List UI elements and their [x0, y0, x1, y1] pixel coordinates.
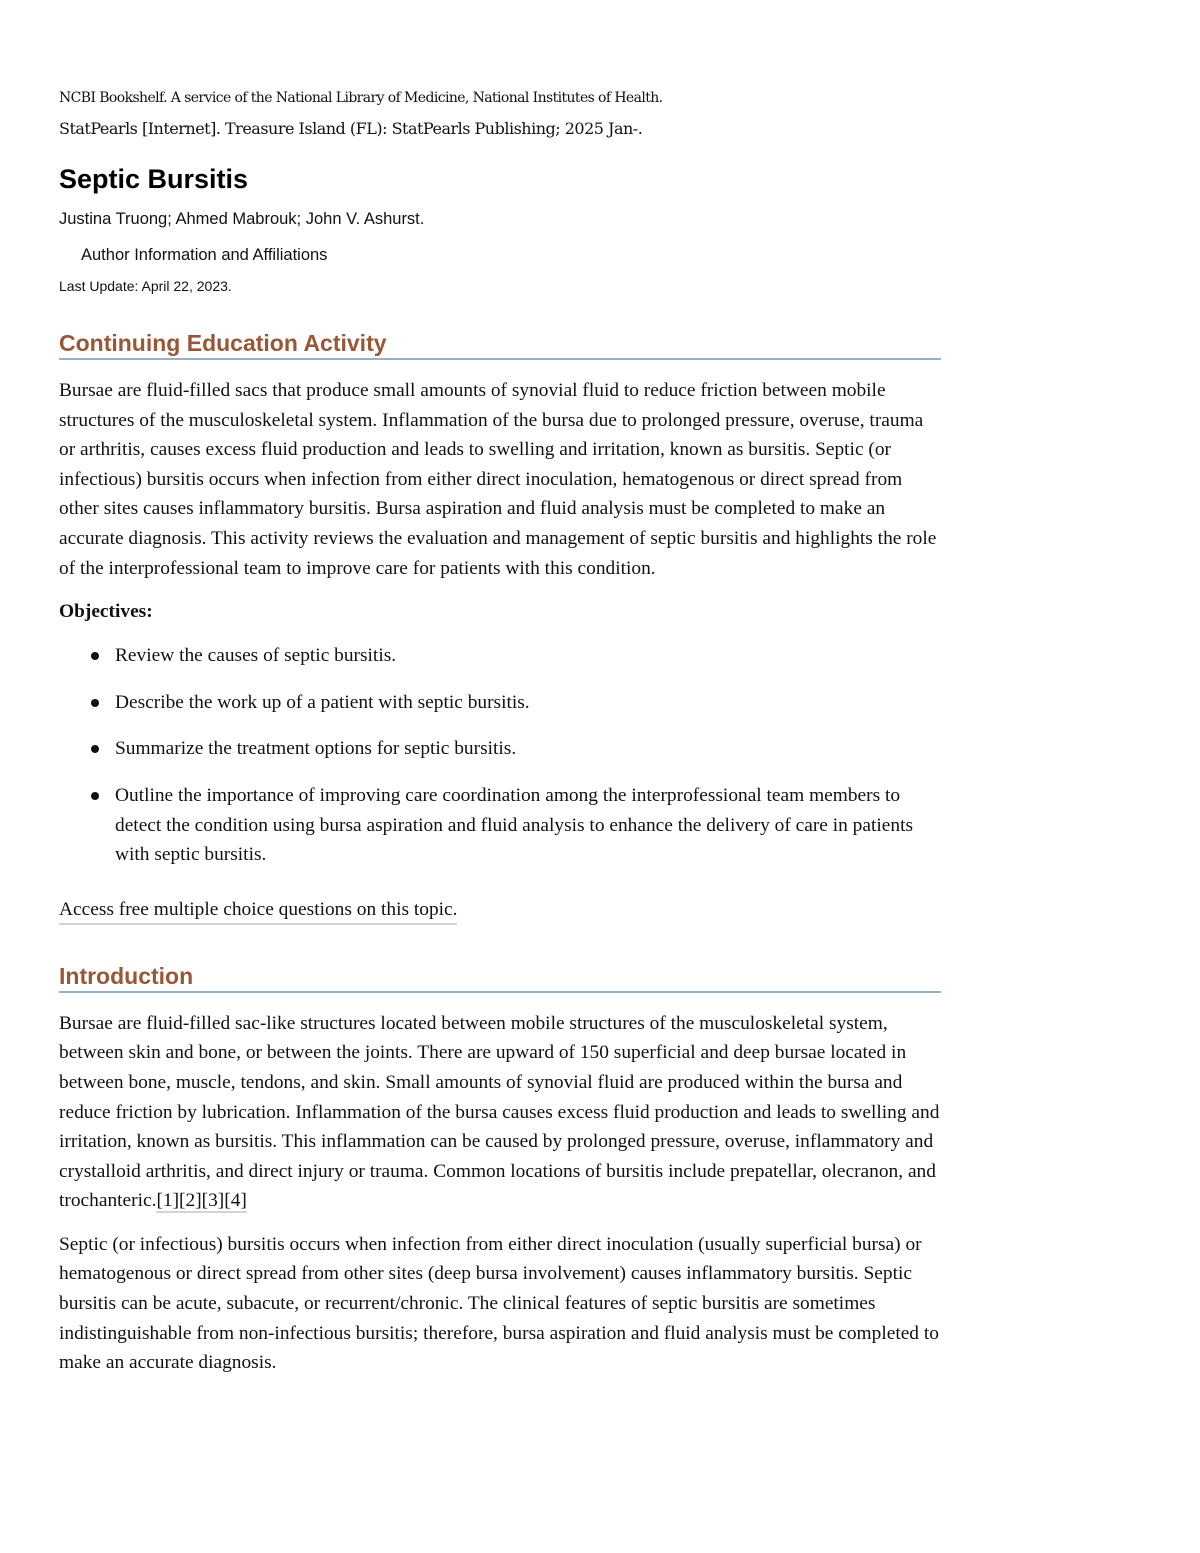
objective-item	[59, 734, 941, 764]
source-citation: StatPearls [Internet]. Treasure Island (FL): StatPearls Publishing; 2025 Jan-.	[59, 119, 643, 138]
introduction-paragraph-1	[59, 1009, 941, 1216]
document-page	[59, 88, 941, 1392]
objective-item	[59, 781, 941, 870]
section-heading-introduction: Introduction	[59, 961, 941, 993]
page-title: Septic Bursitis	[59, 164, 249, 194]
author-info-link[interactable]: Author Information and Affiliations	[81, 246, 328, 264]
objective-item	[59, 688, 941, 718]
bullet-icon	[91, 792, 99, 800]
objective-text: Summarize the treatment options for septic bursitis.	[115, 738, 517, 760]
mcq-link[interactable]: Access free multiple choice questions on this topic.	[59, 897, 457, 925]
ncbi-masthead: NCBI Bookshelf. A service of the National Library of Medicine, National Institutes of Health.	[59, 90, 663, 106]
objective-item	[59, 641, 941, 671]
bullet-icon	[91, 652, 99, 660]
objectives-label: Objectives:	[59, 601, 153, 623]
citation-links[interactable]: [1][2][3][4]	[156, 1190, 247, 1212]
author-list: Justina Truong; Ahmed Mabrouk; John V. Ashurst.	[59, 210, 425, 228]
objective-text: Review the causes of septic bursitis.	[115, 645, 397, 667]
introduction-paragraph-1-text: Bursae are fluid-filled sac-like structures located between mobile structures of the musculoskeletal system, between skin and bone, or between the joints. There are upward of 150 superficial and deep bursae located in between bone, muscle, tendons, and skin. Small amounts of synovial fluid are produced within the bursa and reduce friction by lubrication. Inflammation of the bursa causes excess fluid production and leads to swelling and irritation, known as bursitis. This inflammation can be caused by prolonged pressure, overuse, inflammatory and crystalloid arthritis, and direct injury or trauma. Common locations of bursitis include prepatellar, olecranon, and trochanteric.	[59, 1012, 940, 1212]
last-update: Last Update: April 22, 2023.	[59, 278, 232, 294]
section-heading-continuing-education: Continuing Education Activity	[59, 328, 941, 360]
bullet-icon	[91, 699, 99, 707]
objective-text: Outline the importance of improving care coordination among the interprofessional team members to detect the condition using bursa aspiration and fluid analysis to enhance the delivery of care in patients with septic bursitis.	[115, 784, 913, 866]
continuing-education-paragraph: Bursae are fluid-filled sacs that produce small amounts of synovial fluid to reduce friction between mobile structures of the musculoskeletal system. Inflammation of the bursa due to prolonged pressure, overuse, trauma or arthritis, causes excess fluid production and leads to swelling and irritation, known as bursitis. Septic (or infectious) bursitis occurs when infection from either direct inoculation, hematogenous or direct spread from other sites causes inflammatory bursitis. Bursa aspiration and fluid analysis must be completed to make an accurate diagnosis. This activity reviews the evaluation and management of septic bursitis and highlights the role of the interprofessional team to improve care for patients with this condition.	[59, 380, 937, 579]
objective-text: Describe the work up of a patient with septic bursitis.	[115, 691, 530, 713]
introduction-paragraph-2: Septic (or infectious) bursitis occurs when infection from either direct inoculation (usually superficial bursa) or hematogenous or direct spread from other sites (deep bursa involvement) causes inflammatory bursitis. Septic bursitis can be acute, subacute, or recurrent/chronic. The clinical features of septic bursitis are sometimes indistinguishable from non-infectious bursitis; therefore, bursa aspiration and fluid analysis must be completed to make an accurate diagnosis.	[59, 1233, 939, 1374]
bullet-icon	[91, 745, 99, 753]
objectives-list	[59, 641, 941, 870]
